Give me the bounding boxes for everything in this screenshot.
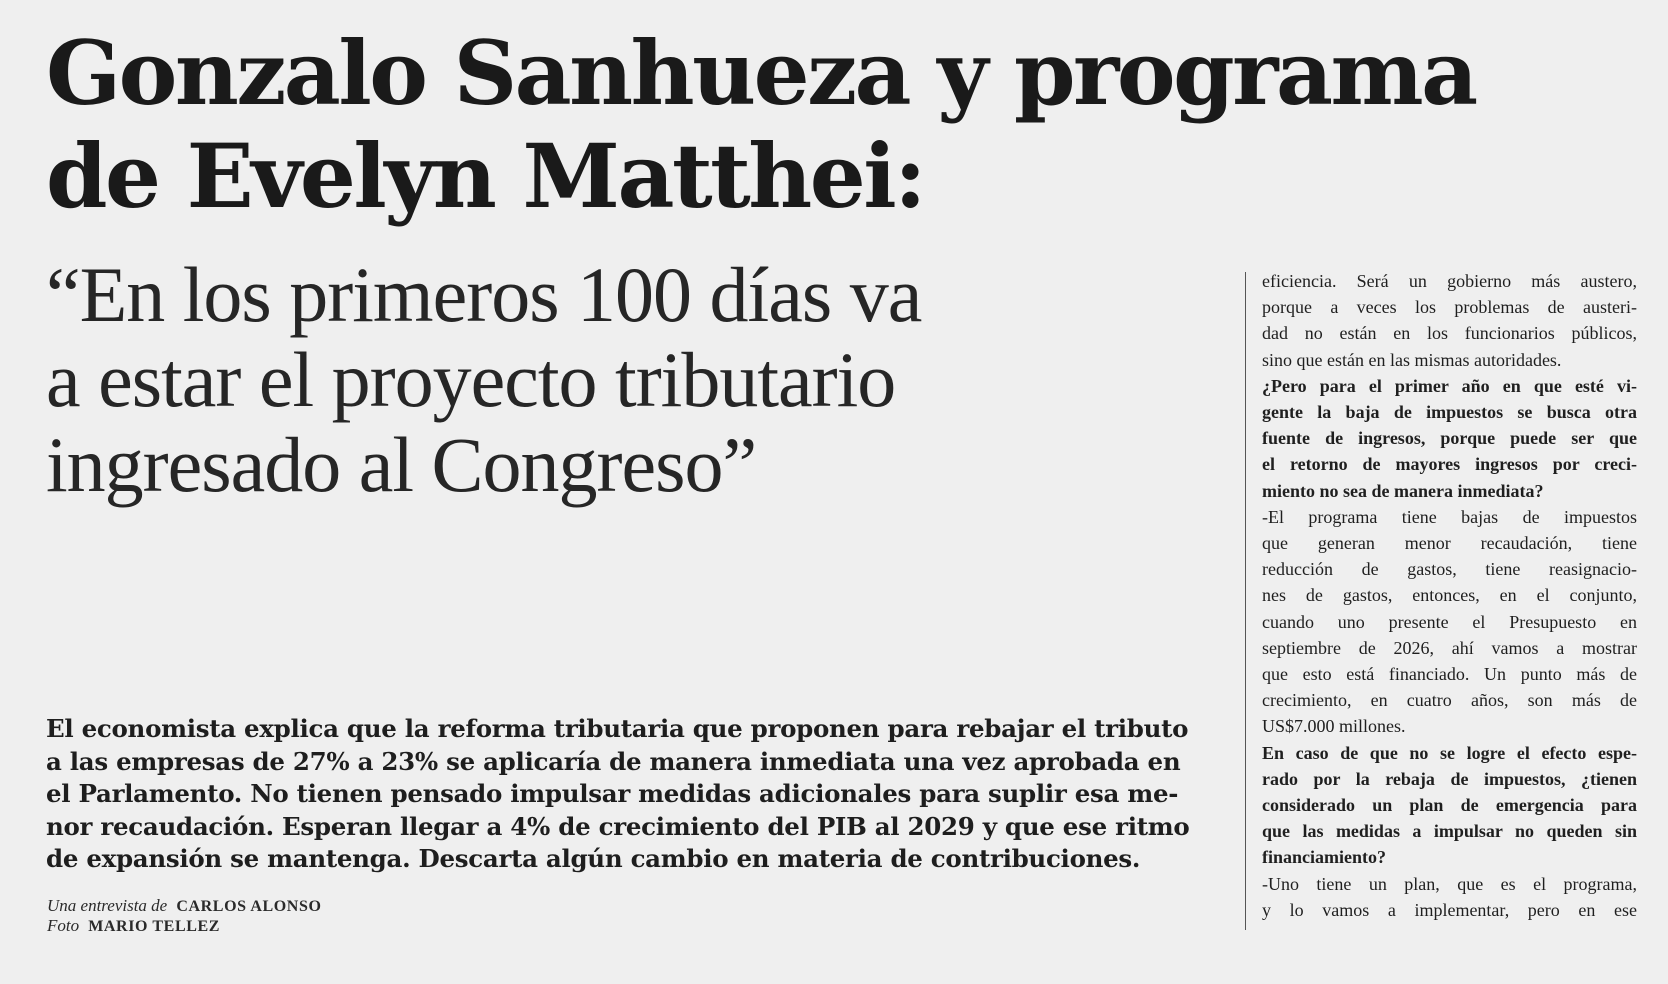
byline xyxy=(47,896,322,936)
pull-quote xyxy=(46,252,1186,507)
headline xyxy=(46,22,1606,228)
answer-line: sino que están en las mismas autoridades. xyxy=(1262,349,1562,370)
lead-line: el Parlamento. No tienen pensado impulsar medidas adicionales para suplir esa me- xyxy=(46,779,1179,808)
answer-line: y lo vamos a implementar, pero en ese xyxy=(1262,899,1637,920)
question-line: rado por la rebaja de impuestos, ¿tienen xyxy=(1262,768,1637,789)
interview-label: Una entrevista de xyxy=(47,896,168,915)
quote-line: “En los primeros 100 días va xyxy=(46,251,922,338)
headline-line: de Evelyn Matthei: xyxy=(46,124,925,228)
answer-line: porque a veces los problemas de austeri- xyxy=(1262,297,1637,318)
lead-line: de expansión se mantenga. Descarta algún cambio en materia de contribuciones. xyxy=(46,844,1141,873)
question-line: En caso de que no se logre el efecto espe- xyxy=(1262,742,1637,763)
answer-line: -Uno tiene un plan, que es el programa, xyxy=(1262,873,1637,894)
answer-line: cuando uno presente el Presupuesto en xyxy=(1262,611,1637,632)
lead-line: El economista explica que la reforma tributaria que proponen para rebajar el tributo xyxy=(46,714,1189,743)
photo-label: Foto xyxy=(47,916,80,935)
body-column xyxy=(1262,268,1637,923)
column-divider xyxy=(1245,272,1246,930)
quote-line: ingresado al Congreso” xyxy=(46,421,757,508)
lead-paragraph xyxy=(46,713,1190,876)
answer-line: reducción de gastos, tiene reasignacio- xyxy=(1262,559,1637,580)
interview-credit xyxy=(47,896,322,916)
answer-line: -El programa tiene bajas de impuestos xyxy=(1262,506,1637,527)
answer-line: nes de gastos, entonces, en el conjunto, xyxy=(1262,585,1637,606)
question-line: financiamiento? xyxy=(1262,847,1386,868)
answer-line: que esto está financiado. Un punto más de xyxy=(1262,664,1637,685)
question-line: considerado un plan de emergencia para xyxy=(1262,795,1637,816)
quote-line: a estar el proyecto tributario xyxy=(46,336,896,423)
answer-line: crecimiento, en cuatro años, son más de xyxy=(1262,690,1637,711)
question-line: gente la baja de impuestos se busca otra xyxy=(1262,402,1637,423)
question-line: que las medidas a impulsar no queden sin xyxy=(1262,821,1637,842)
lead-line: nor recaudación. Esperan llegar a 4% de crecimiento del PIB al 2029 y que ese ritmo xyxy=(46,811,1190,841)
answer-line: septiembre de 2026, ahí vamos a mostrar xyxy=(1262,637,1637,658)
headline-line: Gonzalo Sanhueza y programa xyxy=(46,21,1476,125)
answer-line: eficiencia. Será un gobierno más austero, xyxy=(1262,271,1637,291)
photo-author: MARIO TELLEZ xyxy=(88,918,221,935)
answer-line: dad no están en los funcionarios públicos, xyxy=(1262,323,1637,344)
question-line: ¿Pero para el primer año en que esté vi- xyxy=(1262,375,1637,396)
question-line: miento no sea de manera inmediata? xyxy=(1262,480,1544,501)
lead-line: a las empresas de 27% a 23% se aplicaría de manera inmediata una vez aprobada en xyxy=(46,746,1181,776)
answer-line: que generan menor recaudación, tiene xyxy=(1262,533,1637,554)
question-line: fuente de ingresos, porque puede ser que xyxy=(1262,428,1637,449)
question-line: el retorno de mayores ingresos por creci- xyxy=(1262,454,1637,475)
interview-author: CARLOS ALONSO xyxy=(176,898,322,915)
answer-line: US$7.000 millones. xyxy=(1262,716,1406,737)
photo-credit xyxy=(47,916,322,936)
